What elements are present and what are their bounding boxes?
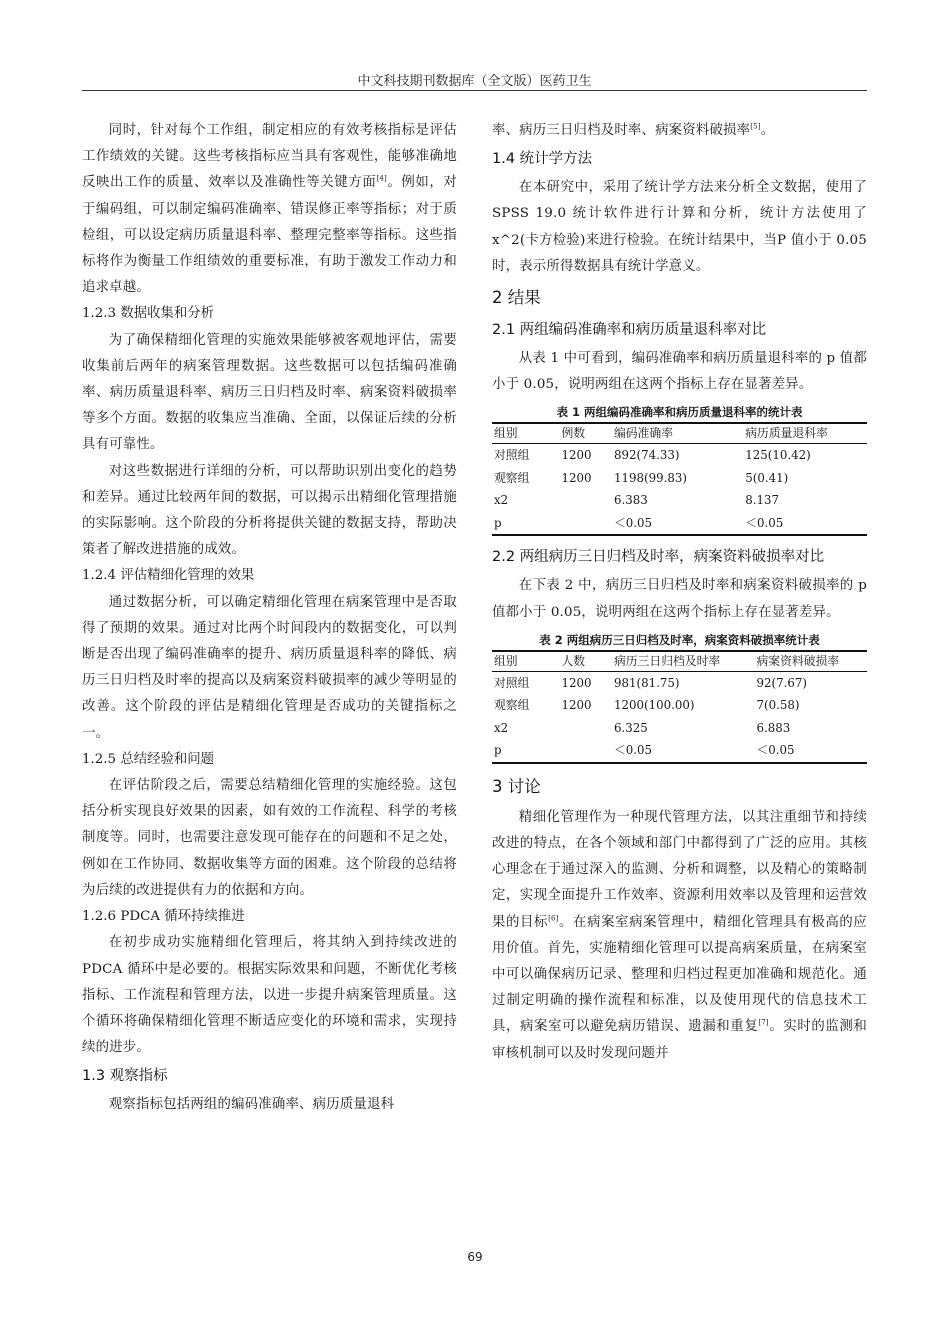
table-cell: 1200 [561, 448, 592, 463]
table2-header-filing-rate: 病历三日归档及时率 [612, 651, 755, 672]
paragraph-pdca: 在初步成功实施精细化管理后，将其纳入到持续改进的 PDCA 循环中是必要的。根据实际效果和问题，不断优化考核指标、工作流程和管理方法，以进一步提升病案管理质量。这个循环将确保精细化管理不断适应变化的环境和需求，实现持续的进步。 [82, 935, 457, 1056]
paragraph-text: 同时，针对每个工作组，制定相应的有效考核指标是评估工作绩效的关键。这些考核指标应当具有客观性，能够准确地反映出工作的质量、效率以及准确性等关键方面 [82, 123, 457, 191]
right-column [492, 118, 867, 1067]
paragraph-table2-summary: 在下表 2 中，病历三日归档及时率和病案资料破损率的 p 值都小于 0.05，说明两组在这两个指标上存在显著差异。 [492, 578, 867, 620]
table1-header-row [492, 423, 867, 444]
table-cell: ＜0.05 [614, 743, 653, 758]
heading-1-2-3: 1.2.3 数据收集和分析 [82, 306, 215, 322]
paragraph-text: 。实时的监测和审核机制可以及时发现问题并 [492, 1019, 867, 1061]
paragraph-text: 。在病案室病案管理中，精细化管理具有极高的应用价值。首先，实施精细化管理可以提高病案质量，在病案室中可以确保病历记录、整理和归档过程更加准确和规范化。通过制定明确的操作流程和标准，以及使用现代的信息技术工具，病案室可以避免病历错误、遗漏和重复 [492, 914, 867, 1035]
paragraph-observation-continued [492, 118, 867, 144]
table1-header-return-rate: 病历质量退科率 [743, 423, 867, 444]
table-cell: 125(10.42) [745, 448, 811, 463]
table-cell: ＜0.05 [745, 515, 784, 530]
paragraph-text: 。 [760, 123, 775, 138]
table-row [492, 467, 867, 490]
heading-3-discussion: 3 讨论 [492, 776, 541, 796]
heading-1-2-5: 1.2.5 总结经验和问题 [82, 751, 215, 767]
table-cell [560, 717, 613, 740]
table-row [492, 444, 867, 467]
paragraph-assessment-indicators [82, 118, 457, 301]
table2-header-count: 人数 [560, 651, 613, 672]
table-cell: ＜0.05 [614, 515, 653, 530]
table2-caption: 表 2 两组病历三日归档及时率，病案资料破损率统计表 [539, 632, 820, 647]
table2-header-row [492, 651, 867, 672]
paragraph-data-collection: 为了确保精细化管理的实施效果能够被客观地评估，需要收集前后两年的病案管理数据。这些数据可以包括编码准确率、病历质量退科率、病历三日归档及时率、病案资料破损率等多个方面。数据的收集应当准确、全面，以保证后续的分析具有可靠性。 [82, 332, 457, 453]
table-cell [560, 739, 613, 763]
table-cell: 92(7.67) [756, 675, 807, 690]
table-cell: 8.137 [745, 493, 780, 508]
table-row [492, 489, 867, 512]
paragraph-discussion [492, 805, 867, 1067]
journal-header: 中文科技期刊数据库（全文版）医药卫生 [357, 74, 592, 89]
table-row [492, 739, 867, 763]
heading-1-2-4: 1.2.4 评估精细化管理的效果 [82, 568, 255, 584]
table-cell: 对照组 [494, 675, 530, 690]
table-row [492, 671, 867, 694]
table-cell: 981(81.75) [614, 675, 680, 690]
left-column [82, 118, 457, 1119]
citation-6: [6] [548, 914, 559, 923]
table-cell: x2 [494, 720, 509, 735]
table-cell: 对照组 [494, 448, 530, 463]
table-cell: 892(74.33) [614, 448, 680, 463]
table-cell: 1198(99.83) [614, 470, 687, 485]
citation-4: [4] [376, 174, 387, 183]
table1 [492, 422, 867, 536]
table-cell: 6.325 [614, 720, 648, 735]
paragraph-observation: 观察指标包括两组的编码准确率、病历质量退科 [108, 1097, 395, 1113]
paragraph-data-analysis: 对这些数据进行详细的分析，可以帮助识别出变化的趋势和差异。通过比较两年间的数据，可以揭示出精细化管理措施的实际影响。这个阶段的分析将提供关键的数据支持，帮助决策者了解改进措施的成效。 [82, 463, 457, 558]
citation-5: [5] [750, 122, 761, 131]
paragraph-text: 。例如，对于编码组，可以制定编码准确率、错误修正率等指标；对于质检组，可以设定病历质量退科率、整理完整率等指标。这些指标将作为衡量工作组绩效的重要标准，有助于激发工作动力和追求卓越。 [82, 175, 457, 296]
table-cell: 6.383 [614, 493, 648, 508]
heading-1-2-6: 1.2.6 PDCA 循环持续推进 [82, 909, 245, 925]
paragraph-text: 率、病历三日归档及时率、病案资料破损率 [492, 123, 751, 138]
table-cell [560, 489, 613, 512]
table-cell: p [494, 743, 502, 758]
page-number: 69 [467, 1250, 483, 1264]
table-cell: 1200 [561, 470, 592, 485]
table2-header-group: 组别 [492, 651, 560, 672]
heading-1-4: 1.4 统计学方法 [492, 151, 593, 168]
table-cell: 观察组 [494, 470, 530, 485]
table-row [492, 694, 867, 717]
heading-2-results: 2 结果 [492, 288, 541, 308]
heading-2-1: 2.1 两组编码准确率和病历质量退科率对比 [492, 322, 767, 339]
table-cell: 观察组 [494, 698, 530, 713]
table1-header-coding-accuracy: 编码准确率 [612, 423, 743, 444]
heading-1-3: 1.3 观察指标 [82, 1068, 168, 1085]
table-cell: ＜0.05 [756, 743, 795, 758]
table2 [492, 650, 867, 764]
table-cell: 6.883 [756, 720, 791, 735]
heading-2-2: 2.2 两组病历三日归档及时率，病案资料破损率对比 [492, 549, 825, 566]
header-rule [82, 90, 867, 91]
table-cell: p [494, 515, 502, 530]
citation-7: [7] [758, 1018, 769, 1027]
paragraph-table1-summary: 从表 1 中可看到，编码准确率和病历质量退科率的 p 值都小于 0.05，说明两组在这两个指标上存在显著差异。 [492, 351, 867, 393]
table-cell: 1200 [561, 675, 592, 690]
table-cell: x2 [494, 493, 509, 508]
table2-header-damage-rate: 病案资料破损率 [755, 651, 868, 672]
paragraph-evaluate-effect: 通过数据分析，可以确定精细化管理在病案管理中是否取得了预期的效果。通过对比两个时间段内的数据变化，可以判断是否出现了编码准确率的提升、病历质量退科率的降低、病历三日归档及时率的提高以及病案资料破损率的减少等明显的改善。这个阶段的评估是精细化管理是否成功的关键指标之一。 [82, 594, 457, 741]
table-cell: 1200 [561, 698, 592, 713]
paragraph-statistics: 在本研究中，采用了统计学方法来分析全文数据，使用了 SPSS 19.0 统计软件进行计算和分析，统计方法使用了 x^2(卡方检验)来进行检验。在统计结果中，当P 值小于 0.05 时，表示所得数据具有统计学意义。 [492, 180, 867, 274]
table-cell: 7(0.58) [756, 698, 800, 713]
table1-caption: 表 1 两组编码准确率和病历质量退科率的统计表 [556, 405, 803, 420]
table-cell: 1200(100.00) [614, 698, 695, 713]
table-cell: 5(0.41) [745, 470, 789, 485]
table1-header-group: 组别 [492, 423, 560, 444]
paragraph-summary: 在评估阶段之后，需要总结精细化管理的实施经验。这包括分析实现良好效果的因素，如有效的工作流程、科学的考核制度等。同时，也需要注意发现可能存在的问题和不足之处，例如在工作协同、数据收集等方面的困难。这个阶段的总结将为后续的改进提供有力的依据和方向。 [82, 778, 457, 898]
paragraph-text: 精细化管理作为一种现代管理方法，以其注重细节和持续改进的特点，在各个领域和部门中都得到了广泛的应用。其核心理念在于通过深入的监测、分析和调整，以及精心的策略制定，实现全面提升工作效率、资源利用效率以及管理和运营效果的目标 [492, 809, 867, 930]
table-row [492, 717, 867, 740]
table-cell [560, 512, 613, 536]
table-row [492, 512, 867, 536]
table1-header-count: 例数 [560, 423, 613, 444]
